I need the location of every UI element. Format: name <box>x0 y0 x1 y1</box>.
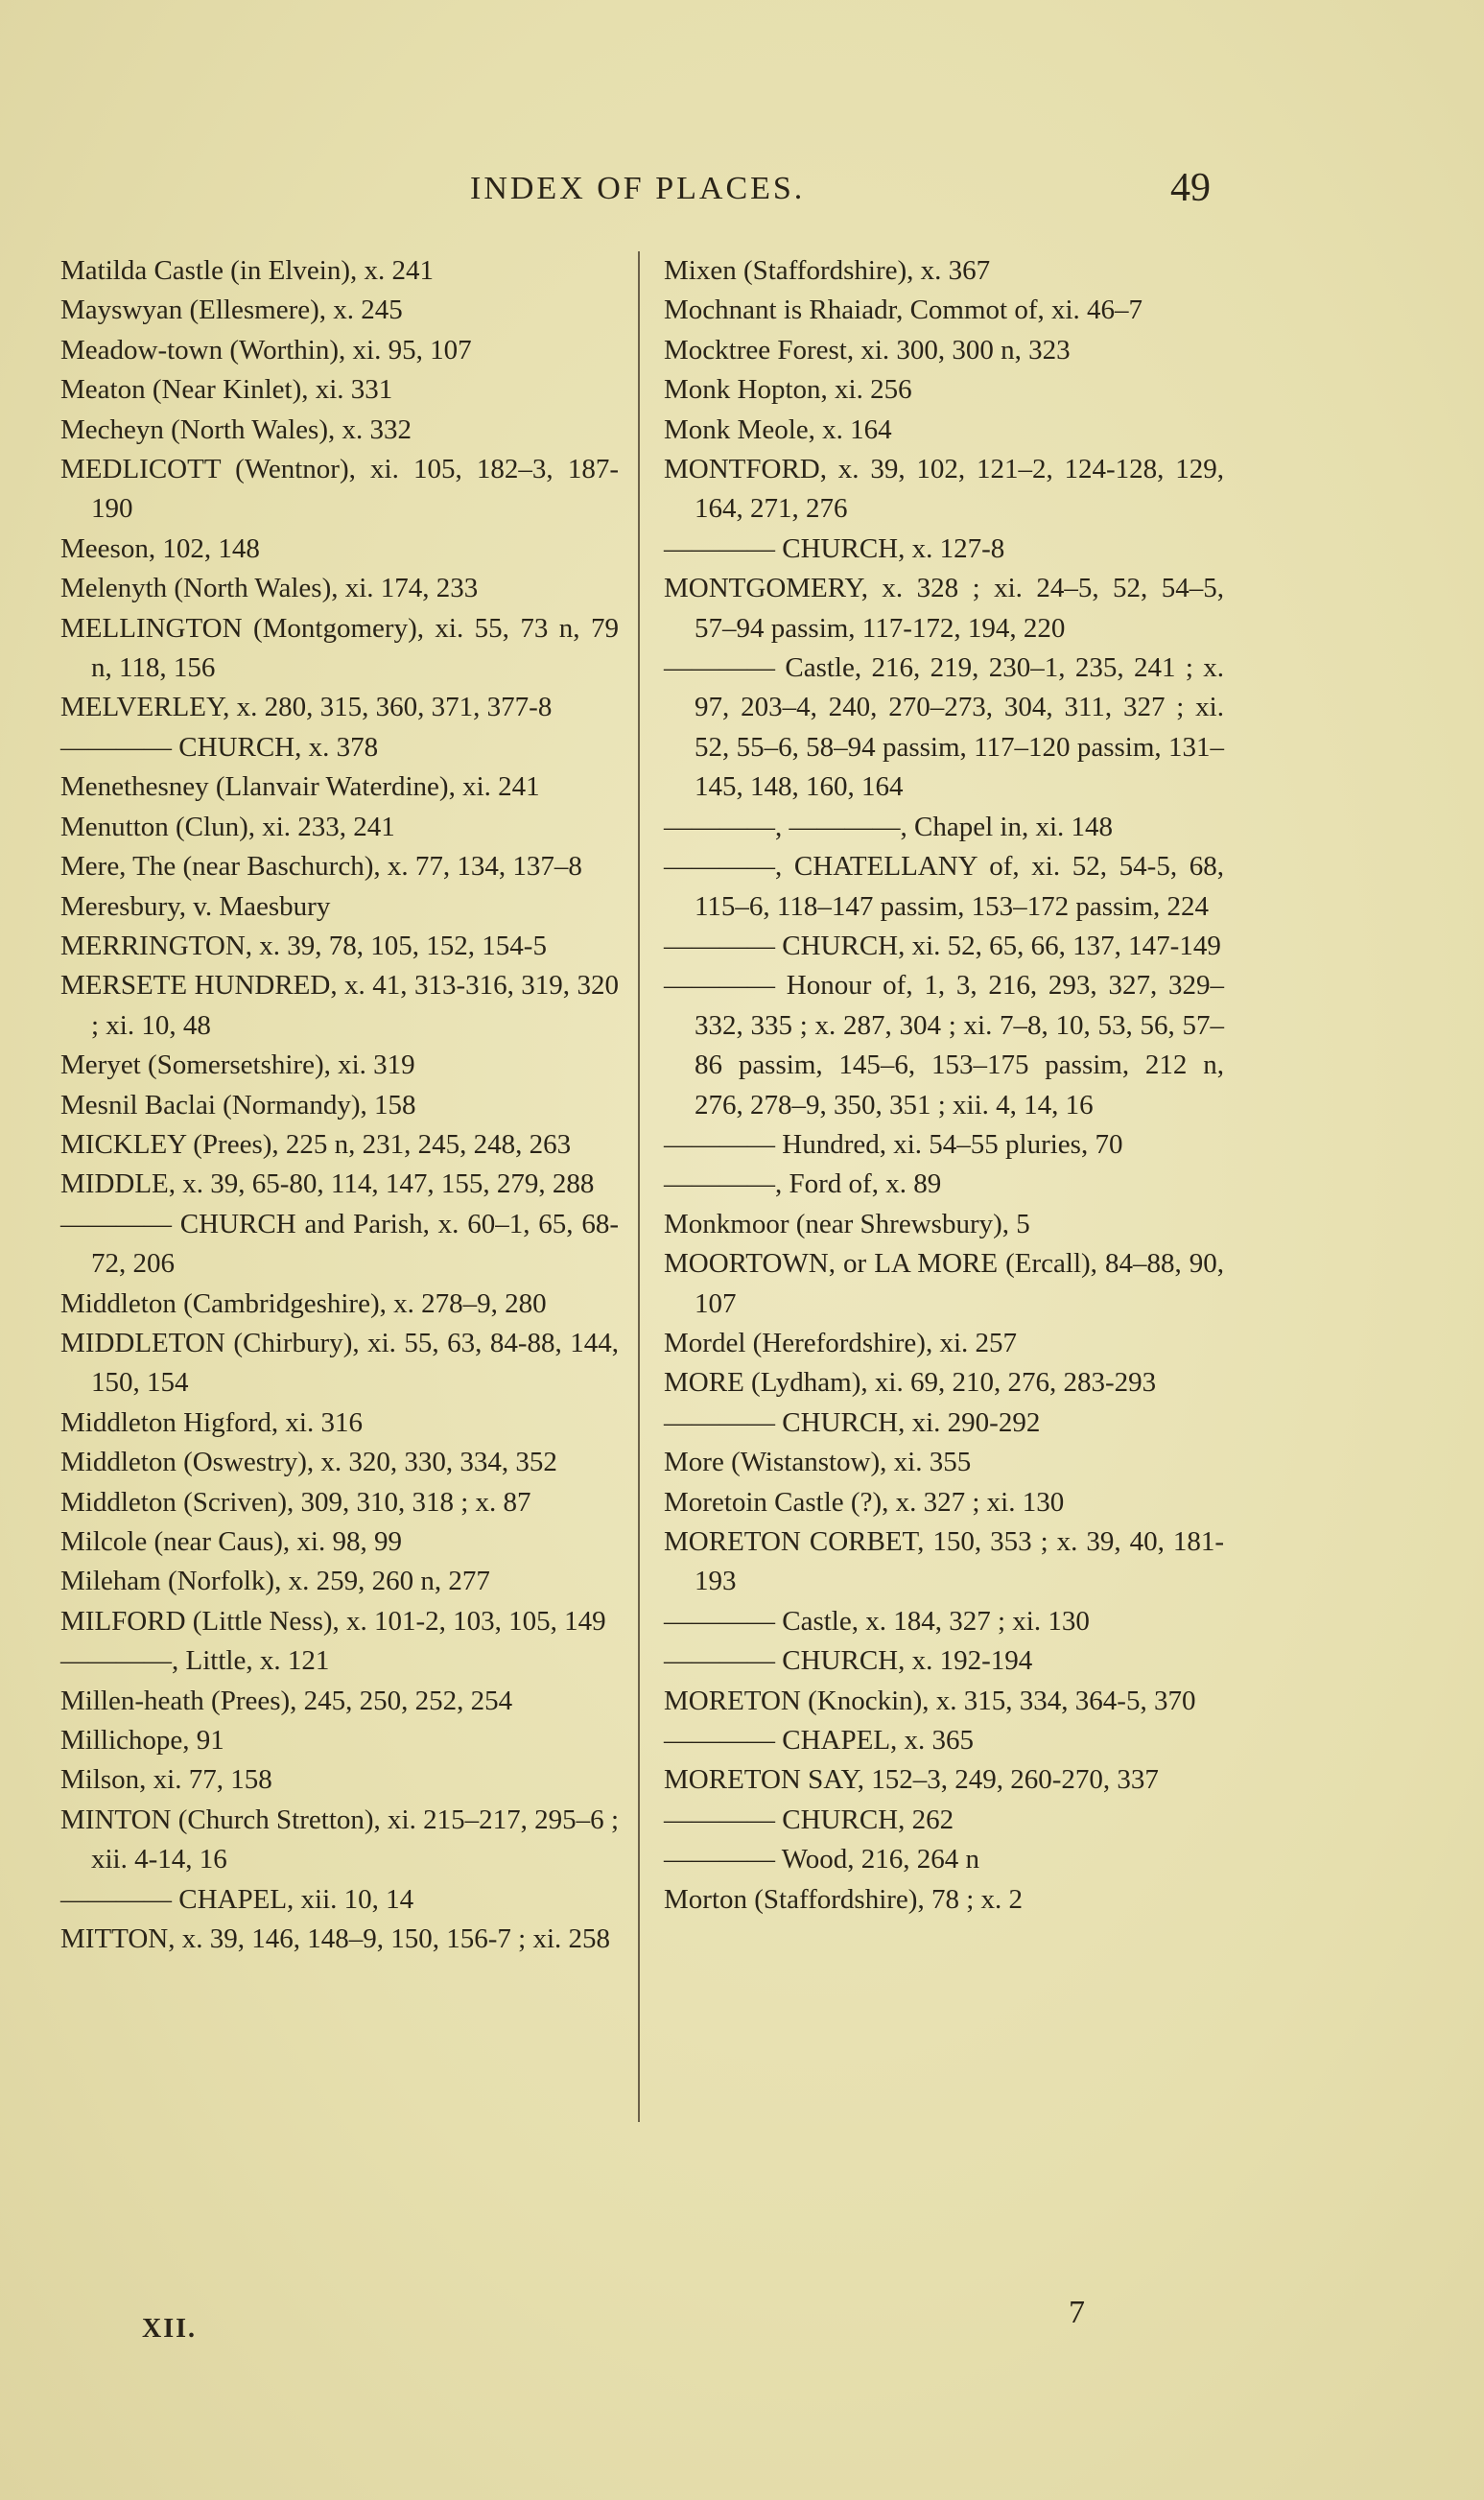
index-entry: ———— CHURCH and Parish, x. 60–1, 65, 68-72, 206 <box>60 1208 619 1280</box>
index-entry: MORETON SAY, 152–3, 249, 260-270, 337 <box>664 1764 1159 1796</box>
index-entry: Middleton (Cambridgeshire), x. 278–9, 280 <box>60 1287 547 1319</box>
index-entry: Meeson, 102, 148 <box>60 532 260 564</box>
gathering-number: 7 <box>1069 2295 1085 2330</box>
index-entry: Mocktree Forest, xi. 300, 300 n, 323 <box>664 334 1071 366</box>
index-entry: MORETON CORBET, 150, 353 ; x. 39, 40, 181-193 <box>664 1526 1224 1597</box>
index-entry: ———— CHURCH, x. 127-8 <box>664 532 1005 564</box>
signature-mark: XII. <box>142 2314 198 2344</box>
index-entry: ———— CHAPEL, x. 365 <box>664 1725 975 1757</box>
index-entry: Menethesney (Llanvair Waterdine), xi. 241 <box>60 771 540 803</box>
index-entry: Mayswyan (Ellesmere), x. 245 <box>60 295 403 326</box>
index-entry: ————, ————, Chapel in, xi. 148 <box>664 811 1114 842</box>
index-entry: Meryet (Somersetshire), xi. 319 <box>60 1050 415 1081</box>
index-entry: Milson, xi. 77, 158 <box>60 1764 272 1796</box>
index-entry: Menutton (Clun), xi. 233, 241 <box>60 811 395 842</box>
index-entry: MINTON (Church Stretton), xi. 215–217, 295–6 ; xii. 4-14, 16 <box>60 1804 619 1875</box>
index-entry: MIDDLE, x. 39, 65-80, 114, 147, 155, 279, 288 <box>60 1168 595 1200</box>
index-entry: ———— CHURCH, x. 378 <box>60 731 379 763</box>
index-entry: MELVERLEY, x. 280, 315, 360, 371, 377-8 <box>60 692 553 723</box>
index-entry: Middleton (Oswestry), x. 320, 330, 334, 352 <box>60 1447 557 1478</box>
index-entry: ———— CHURCH, 262 <box>664 1804 954 1835</box>
index-entry: Middleton Higford, xi. 316 <box>60 1406 363 1438</box>
index-entry: MIDDLETON (Chirbury), xi. 55, 63, 84-88, 144, 150, 154 <box>60 1327 619 1399</box>
index-entry: Mesnil Baclai (Normandy), 158 <box>60 1089 416 1120</box>
index-entry: Millichope, 91 <box>60 1725 224 1757</box>
running-header: INDEX OF PLACES. <box>470 171 806 206</box>
index-entry: Millen-heath (Prees), 245, 250, 252, 254 <box>60 1685 513 1716</box>
index-entry: MICKLEY (Prees), 225 n, 231, 245, 248, 263 <box>60 1128 572 1160</box>
index-entry: More (Wistanstow), xi. 355 <box>664 1447 972 1478</box>
index-entry: MEDLICOTT (Wentnor), xi. 105, 182–3, 187-190 <box>60 454 619 525</box>
index-entry: Milcole (near Caus), xi. 98, 99 <box>60 1526 402 1557</box>
index-entry: MONTGOMERY, x. 328 ; xi. 24–5, 52, 54–5, 57–94 passim, 117-172, 194, 220 <box>664 573 1224 644</box>
index-entry: MERRINGTON, x. 39, 78, 105, 152, 154-5 <box>60 930 547 961</box>
index-entry: Mileham (Norfolk), x. 259, 260 n, 277 <box>60 1566 490 1597</box>
index-entry: MITTON, x. 39, 146, 148–9, 150, 156-7 ; xi. 258 <box>60 1923 611 1955</box>
index-entry: Meresbury, v. Maesbury <box>60 890 331 922</box>
index-entry: ———— CHURCH, xi. 52, 65, 66, 137, 147-149 <box>664 930 1221 961</box>
index-entry: ———— Hundred, xi. 54–55 pluries, 70 <box>664 1128 1123 1160</box>
index-entry: MELLINGTON (Montgomery), xi. 55, 73 n, 79 n, 118, 156 <box>60 612 619 684</box>
index-entry: ———— Honour of, 1, 3, 216, 293, 327, 329–332, 335 ; x. 287, 304 ; xi. 7–8, 10, 53, 56, 57–86 passim, 145–6, 153–175 passim, 212 n, 276, 278–9, 350, 351 ; xii. 4, 14, 16 <box>664 970 1224 1120</box>
index-entry: ————, Ford of, x. 89 <box>664 1168 942 1200</box>
index-entry: Melenyth (North Wales), xi. 174, 233 <box>60 573 479 604</box>
index-entry: Mecheyn (North Wales), x. 332 <box>60 413 412 445</box>
index-entry: Mochnant is Rhaiadr, Commot of, xi. 46–7 <box>664 295 1143 326</box>
index-entry: Matilda Castle (in Elvein), x. 241 <box>60 255 435 286</box>
index-entry: ————, CHATELLANY of, xi. 52, 54-5, 68, 115–6, 118–147 passim, 153–172 passim, 224 <box>664 851 1224 922</box>
index-entry: Monk Hopton, xi. 256 <box>664 374 912 406</box>
index-entry: Mere, The (near Baschurch), x. 77, 134, 137–8 <box>60 851 582 883</box>
index-entry: ———— Wood, 216, 264 n <box>664 1844 980 1875</box>
index-entry: MONTFORD, x. 39, 102, 121–2, 124-128, 129, 164, 271, 276 <box>664 454 1224 525</box>
index-entry: ————, Little, x. 121 <box>60 1645 330 1677</box>
index-entry: Monk Meole, x. 164 <box>664 413 892 445</box>
left-index-column <box>60 251 619 1959</box>
right-index-column <box>664 251 1224 1920</box>
index-entry: MILFORD (Little Ness), x. 101-2, 103, 105, 149 <box>60 1605 606 1637</box>
index-entry: ———— Castle, 216, 219, 230–1, 235, 241 ; x. 97, 203–4, 240, 270–273, 304, 311, 327 ; xi. 52, 55–6, 58–94 passim, 117–120 passim, 131–145, 148, 160, 164 <box>664 652 1224 803</box>
index-entry: Middleton (Scriven), 309, 310, 318 ; x. 87 <box>60 1486 531 1518</box>
index-entry: Mordel (Herefordshire), xi. 257 <box>664 1327 1018 1358</box>
page-number: 49 <box>1170 166 1211 210</box>
index-entry: ———— Castle, x. 184, 327 ; xi. 130 <box>664 1605 1090 1637</box>
index-entry: Mixen (Staffordshire), x. 367 <box>664 255 991 286</box>
index-entry: ———— CHAPEL, xii. 10, 14 <box>60 1883 414 1915</box>
column-divider <box>638 251 640 2122</box>
index-entry: Moretoin Castle (?), x. 327 ; xi. 130 <box>664 1486 1065 1518</box>
index-entry: Meadow-town (Worthin), xi. 95, 107 <box>60 334 472 366</box>
index-entry: MOORTOWN, or LA MORE (Ercall), 84–88, 90, 107 <box>664 1248 1224 1319</box>
index-entry: Meaton (Near Kinlet), xi. 331 <box>60 374 393 406</box>
index-entry: ———— CHURCH, xi. 290-292 <box>664 1406 1041 1438</box>
index-entry: ———— CHURCH, x. 192-194 <box>664 1645 1033 1677</box>
index-entry: MERSETE HUNDRED, x. 41, 313-316, 319, 320 ; xi. 10, 48 <box>60 970 619 1041</box>
index-entry: Monkmoor (near Shrewsbury), 5 <box>664 1208 1030 1239</box>
index-entry: Morton (Staffordshire), 78 ; x. 2 <box>664 1883 1023 1915</box>
index-entry: MORETON (Knockin), x. 315, 334, 364-5, 370 <box>664 1685 1196 1716</box>
index-entry: MORE (Lydham), xi. 69, 210, 276, 283-293 <box>664 1367 1157 1399</box>
